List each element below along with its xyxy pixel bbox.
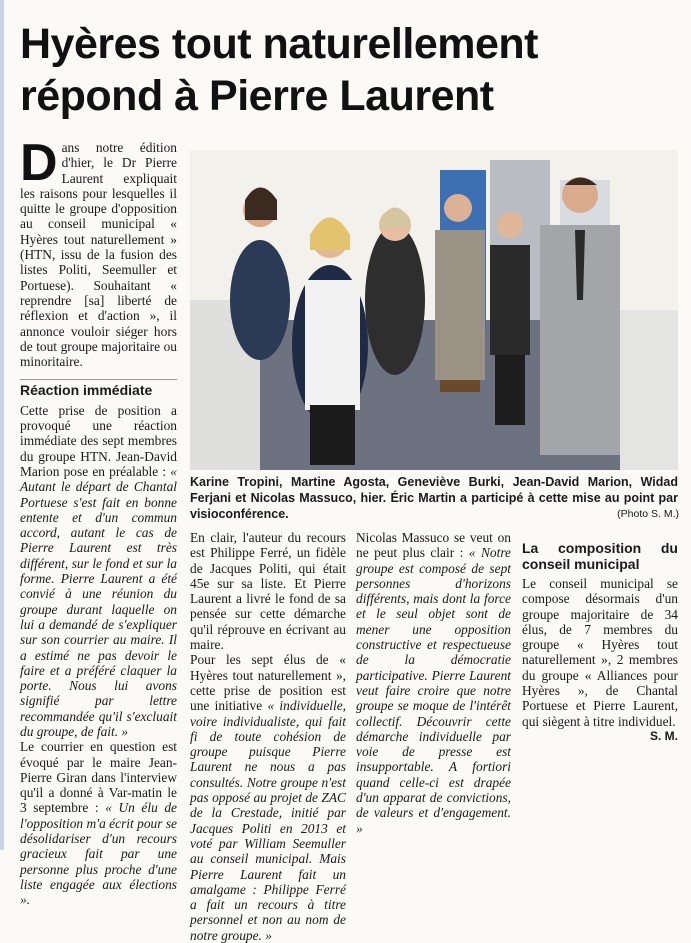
paragraph [356, 530, 511, 836]
paragraph-text: Pour les sept élus de « Hyères tout naturellement », cette prise de position est une initiative [190, 652, 346, 714]
quote-text: « Autant le départ de Chantal Portuese s'est fait en bonne entente et d'un commun accord, autant le cas de Pierre Laurent est très différent, sur le fond et sur la forme. Pierre Laurent a été convié à une réunion du groupe durant laquelle on lui a demandé de s'expliquer sur son courrier au maire. Il a estimé ne pas devoir le faire et a préféré claquer la porte. Nous lui avons signifié par lettre recommandée qu'il s'excluait du groupe, de fait. » [20, 463, 177, 739]
intro-text: ans notre édition d'hier, le Dr Pierre Laurent expliquait les raisons pour lesquelles il quitte le groupe d'opposition au conseil municipal « Hyères tout naturellement » (HTN, issu de la fusion des listes Politi, Seemuller et Portuese). Souhaitant « reprendre [sa] liberté de réflexion et d'action », il annonce vouloir siéger hors de tout groupe majoritaire ou minoritaire. [20, 140, 177, 370]
column-4 [522, 530, 678, 744]
quote-text: « Notre groupe est composé de sept personnes d'horizons différents, mais dont la force et le seul objet sont de mener une opposition constructive et respectueuse de la démocratie participative. Pierre Laurent veut faire croire que notre groupe se moque de l'intérêt collectif. Découvrir cette démarche individuelle par voie de presse est insupportable. A fortiori quand celle-ci est drapée d'un apparat de convictions, de valeurs et d'engagement. » [356, 545, 511, 836]
section-heading: La composition du conseil municipal [522, 540, 678, 572]
column-2 [190, 530, 346, 943]
paragraph [20, 403, 177, 740]
section-heading: Réaction immédiate [20, 379, 177, 398]
quote-text: « Un élu de l'opposition m'a écrit pour se désolidariser d'un recours gracieux fait par une personne plus proche d'une liste engagée aux élections ». [20, 800, 178, 908]
column-3 [356, 530, 511, 836]
paragraph-text: Nicolas Massuco se veut on ne peut plus clair : [356, 530, 511, 561]
paragraph [190, 652, 346, 943]
paragraph [20, 739, 177, 907]
paragraph-text: Cette prise de position a provoqué une réaction immédiate des sept membres du groupe HTN. Jean-David Marion pose en préalable : [20, 402, 177, 479]
intro-paragraph [20, 134, 177, 370]
drop-cap: D [20, 134, 58, 192]
photo-caption: Karine Tropini, Martine Agosta, Geneviève Burki, Jean-David Marion, Widad Ferjani et Nicolas Massuco, hier. Éric Martin a participé à cette mise au point par visioconférence. [190, 475, 678, 521]
article-headline: Hyères tout naturellement répond à Pierre Laurent [20, 20, 538, 120]
column-1 [20, 134, 178, 908]
group-photo-image [190, 150, 678, 470]
paragraph-text: Le courrier en question est évoqué par le maire Jean-Pierre Giran dans l'interview qu'il a donné à Var-matin le 3 septembre : [20, 739, 177, 816]
author-signature: S. M. [649, 728, 678, 743]
paragraph: Le conseil municipal se compose désormais d'un groupe majoritaire de 34 élus, de 7 membres du groupe « Hyères tout naturellement », 2 membres du groupe « Alliances pour Hyères », de Chantal Portuese et Pierre Laurent, qui siègent à titre individuel. [522, 576, 678, 729]
quote-text: « individuelle, voire individualiste, qui fait fi de toute cohésion de groupe puisque Pierre Laurent ne nous a pas consultés. Notre groupe n'est pas opposé au projet de ZAC de la Crestade, initié par Jacques Politi en 2013 et voté par William Seemuller au conseil municipal. Mais Pierre Laurent fait un amalgame : Philippe Ferré a fait un recours à titre personnel et non au nom de notre groupe. » [190, 698, 346, 943]
paragraph: En clair, l'auteur du recours est Philippe Ferré, un fidèle de Jacques Politi, qui était 45e sur sa liste. Et Pierre Laurent a livré le fond de sa pensée sur cette démarche qu'il réprouve en écrivant au maire. [190, 530, 346, 653]
photo-credit: (Photo S. M.) [617, 508, 679, 520]
article-photo [190, 150, 678, 470]
page-edge [0, 0, 4, 850]
